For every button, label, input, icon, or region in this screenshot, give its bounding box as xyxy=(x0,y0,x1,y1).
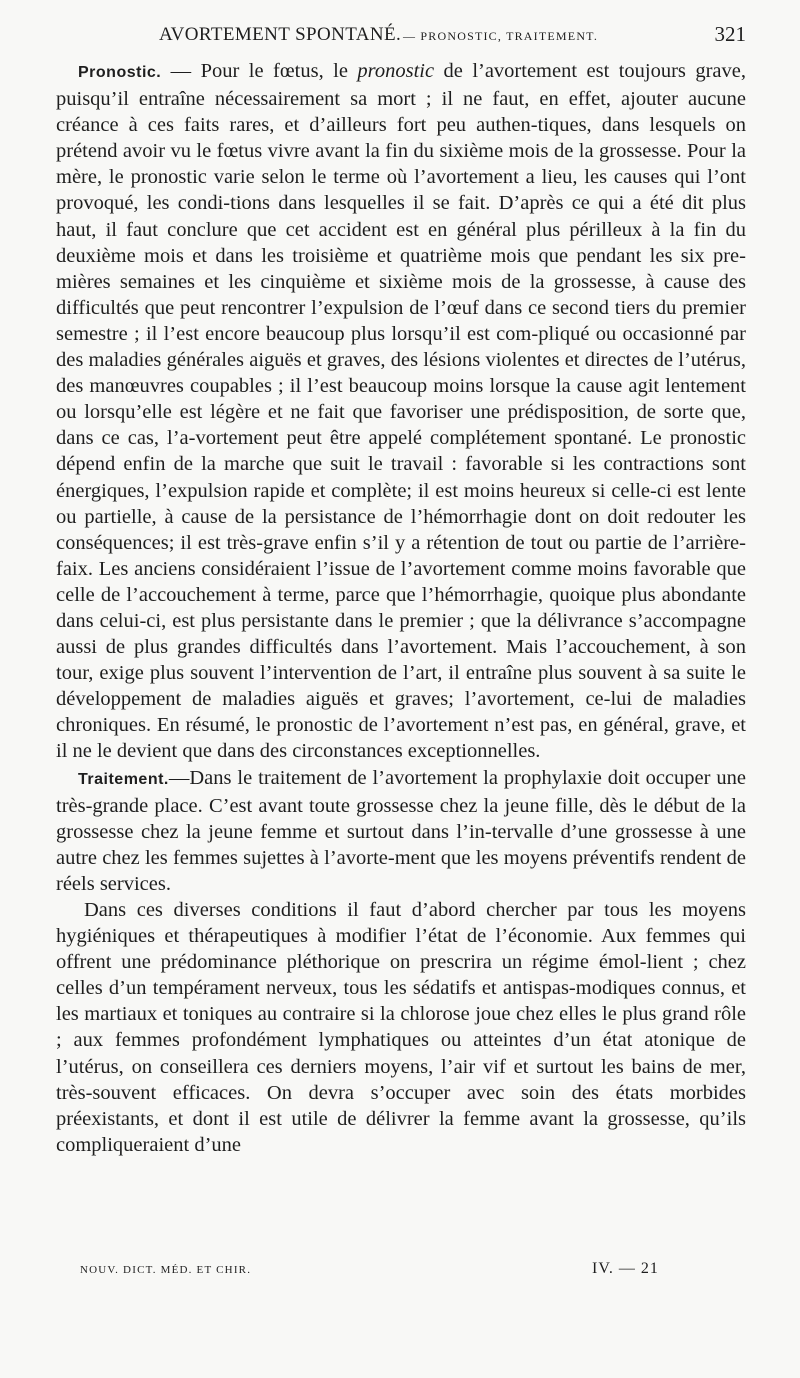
header-subtitle: — PRONOSTIC, TRAITEMENT. xyxy=(403,29,599,43)
footer-signature: IV. — 21 xyxy=(592,1260,659,1277)
continuation-text: Dans ces diverses conditions il faut d’abord chercher par tous les moyens hygiéniques et thérapeutiques à modifier l’état de l’économie. Aux femmes qui offrent une prédominance pléthorique on prescrira un régime émol-lient ; chez celles d’un tempérament nerveux, tous les sédatifs et antispas-modiques connus, et les martiaux et toniques au contraire si la chlorose joue chez elles le plus grand rôle ; aux femmes profondément lymphatiques ou atteintes d’un état atonique de l’utérus, on conseillera ces derniers moyens, l’air vif et surtout les bains de mer, très-souvent efficaces. On devra s’occuper avec soin des états morbides préexistants, et dont il est utile de délivrer la femme avant la grossesse, qu’ils compliqueraient d’une xyxy=(56,899,746,1156)
footer-publication: NOUV. DICT. MÉD. ET CHIR. xyxy=(80,1264,252,1276)
pronostic-text-part1: — Pour le fœtus, le xyxy=(161,60,358,82)
header-title: AVORTEMENT SPONTANÉ. xyxy=(159,24,402,45)
running-header xyxy=(56,20,746,54)
heading-traitement: Traitement. xyxy=(78,770,169,788)
traitement-text: —Dans le traitement de l’avortement la prophylaxie doit occuper une très-grande place. C’est avant toute grossesse chez la jeune fille, dès le début de la grossesse chez la jeune femme et surtout dans l’in-tervalle d’une grossesse à une autre chez les femmes sujettes à l’avorte-ment que les moyens préventifs rendent de réels services. xyxy=(56,766,746,895)
pronostic-term: pronostic xyxy=(357,60,435,82)
page-number: 321 xyxy=(714,22,746,46)
page-footer xyxy=(80,1260,680,1282)
paragraph-traitement xyxy=(56,765,746,897)
paragraph-pronostic xyxy=(56,58,746,765)
paragraph-continuation xyxy=(56,897,746,1158)
heading-pronostic: Pronostic. xyxy=(78,64,162,81)
main-text-column xyxy=(56,58,746,1158)
pronostic-text-part2: de l’avortement est toujours grave, puisqu’il entraîne nécessairement sa mort ; il ne faut, en effet, ajouter aucune créance à ces faits rares, et d’ailleurs fort peu authen-tiques, dans lesquels on prétend avoir vu le fœtus vivre avant la fin du sixième mois de la grossesse. Pour la mère, le pronostic varie selon le terme où l’avortement a lieu, les causes qui l’ont provoqué, les condi-tions dans lesquelles il se fait. D’après ce qui a été dit plus haut, il faut conclure que cet accident est en général plus périlleux à la fin du deuxième mois et dans les troisième et quatrième mois que pendant les six pre-mières semaines et les cinquième et sixième mois de la grossesse, à cause des difficultés que peut rencontrer l’expulsion de l’œuf dans ce second tiers du premier semestre ; il l’est encore beaucoup plus lorsqu’il est com-pliqué ou occasionné par des maladies générales aiguës et graves, des lésions violentes et directes de l’utérus, des manœuvres coupables ; il l’est beaucoup moins lorsque la cause agit lentement ou lorsqu’elle est légère et ne fait que favoriser une prédisposition, de sorte que, dans ce cas, l’a-vortement peut être appelé complétement spontané. Le pronostic dépend enfin de la marche que suit le travail : favorable si les contractions sont énergiques, l’expulsion rapide et complète; il est moins heureux si celle-ci est lente ou partielle, à cause de la persistance de l’hémorrhagie dont on doit redouter les conséquences; il est très-grave enfin s’il y a rétention de tout ou partie de l’arrière-faix. Les anciens considéraient l’issue de l’avortement comme moins favorable que celle de l’accouchement à terme, parce que l’hémorrhagie, quoique plus abondante dans celui-ci, est plus persistante dans le premier ; que la délivrance s’accompagne aussi de plus grandes difficultés dans l’avortement. Mais l’accouchement, à son tour, exige plus souvent l’intervention de l’art, il entraîne plus souvent à sa suite le développement de maladies aiguës et graves; l’avortement, ce-lui de maladies chroniques. En résumé, le pronostic de l’avortement n’est pas, en général, grave, et il ne le devient que dans des circonstances exceptionnelles. xyxy=(56,60,746,763)
